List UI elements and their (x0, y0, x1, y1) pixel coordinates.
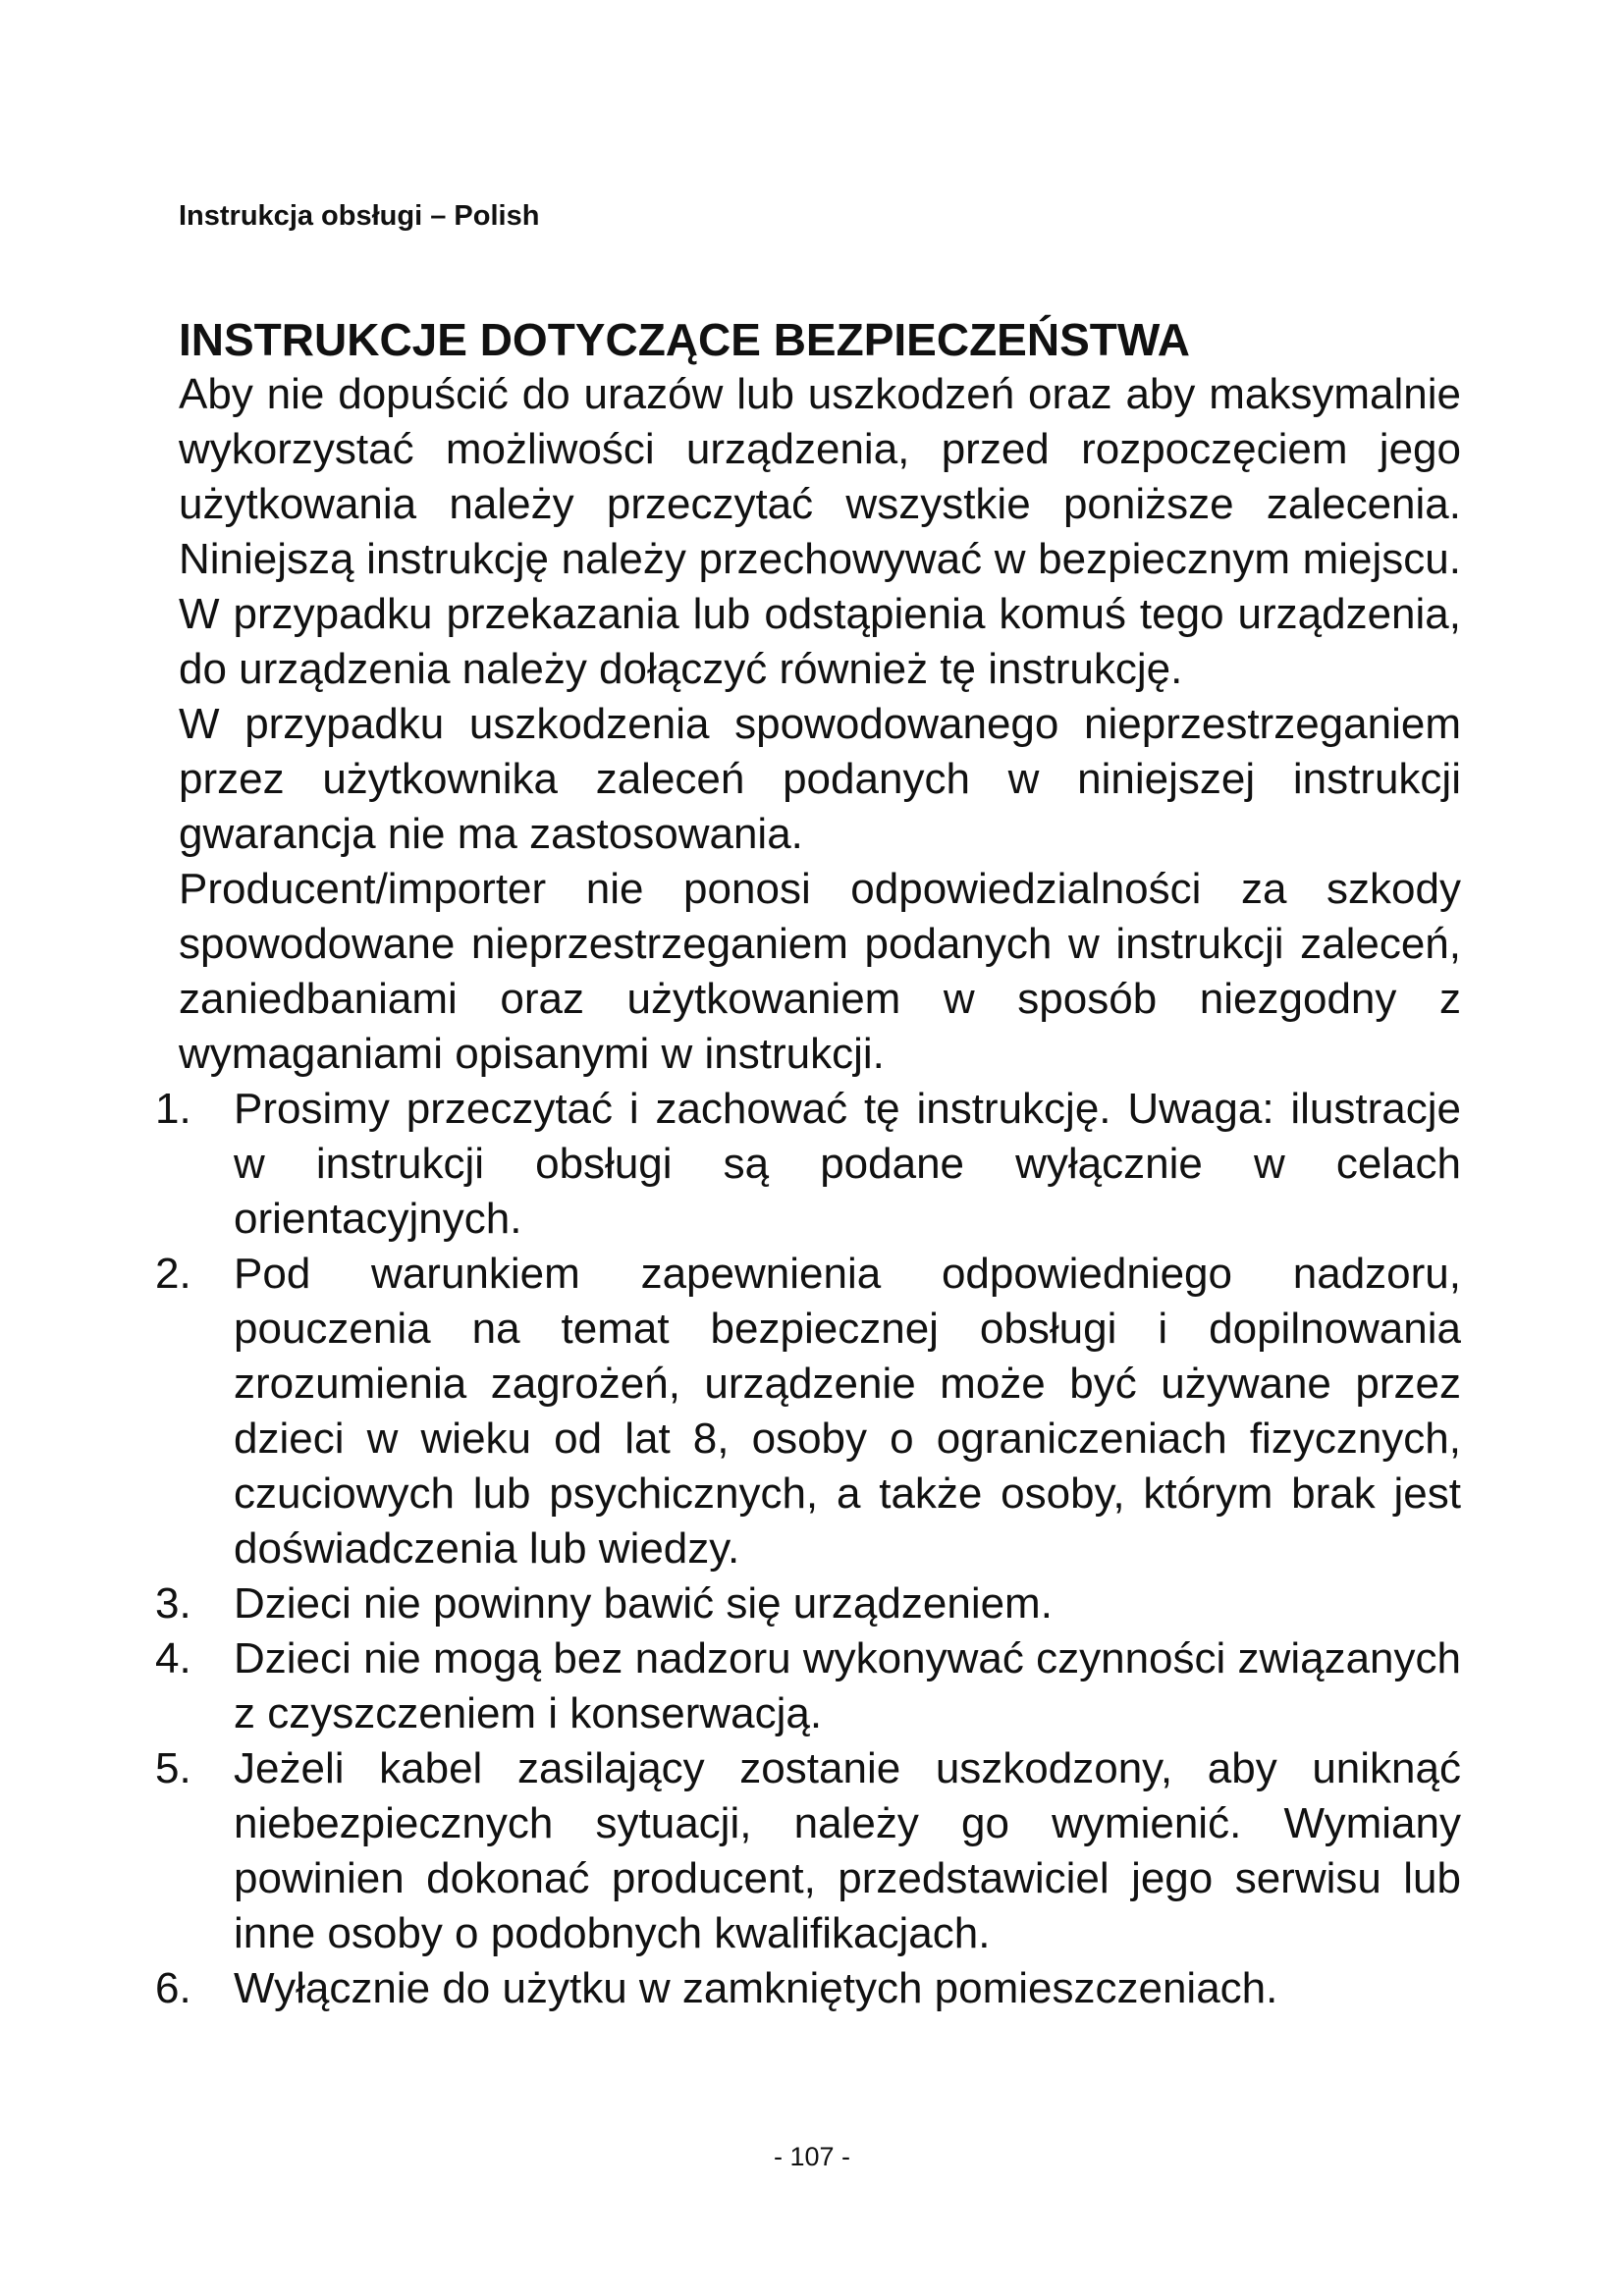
safety-section (155, 312, 1461, 2016)
running-header: Instrukcja obsługi – Polish (179, 200, 540, 232)
list-item-number: 4. (155, 1634, 191, 1682)
list-item-number: 2. (155, 1250, 191, 1298)
list-item-number: 1. (155, 1085, 191, 1133)
safety-list (155, 1082, 1461, 2016)
intro-paragraph: Aby nie dopuścić do urazów lub uszkodzeń oraz aby maksymalnie wykorzystać możliwości urządzenia, przed rozpoczęciem jego użytkowania należy przeczytać wszystkie poniższe zalecenia. Niniejszą instrukcję należy przechowywać w bezpiecznym miejscu. W przypadku przekazania lub odstąpienia komuś tego urządzenia, do urządzenia należy dołączyć również tę instrukcję. (179, 370, 1461, 693)
list-item-text: Jeżeli kabel zasilający zostanie uszkodzony, aby uniknąć niebezpiecznych sytuacji, należy go wymienić. Wymiany powinien dokonać producent, przedstawiciel jego serwisu lub inne osoby o podobnych kwalifikacjach. (234, 1744, 1461, 1957)
list-item (155, 1741, 1461, 1961)
page-number: - 107 - (773, 2142, 851, 2171)
list-item (155, 1961, 1461, 2016)
list-item-number: 5. (155, 1744, 191, 1792)
list-item-text: Wyłącznie do użytku w zamkniętych pomieszczeniach. (234, 1964, 1278, 2012)
list-item (155, 1631, 1461, 1741)
list-item-number: 3. (155, 1579, 191, 1628)
liability-paragraph: Producent/importer nie ponosi odpowiedzialności za szkody spowodowane nieprzestrzeganiem podanych w instrukcji zaleceń, zaniedbaniami oraz użytkowaniem w sposób niezgodny z wymaganiami opisanymi w instrukcji. (179, 865, 1461, 1078)
list-item-text: Pod warunkiem zapewnienia odpowiedniego nadzoru, pouczenia na temat bezpiecznej obsługi i dopilnowania zrozumienia zagrożeń, urządzenie może być używane przez dzieci w wieku od lat 8, osoby o ograniczeniach fizycznych, czuciowych lub psychicznych, a także osoby, którym brak jest doświadczenia lub wiedzy. (234, 1250, 1461, 1573)
list-item-text: Dzieci nie powinny bawić się urządzeniem. (234, 1579, 1053, 1628)
section-title: INSTRUKCJE DOTYCZĄCE BEZPIECZEŃSTWA (179, 314, 1190, 365)
list-item-text: Prosimy przeczytać i zachować tę instrukcję. Uwaga: ilustracje w instrukcji obsługi są podane wyłącznie w celach orientacyjnych. (234, 1085, 1461, 1243)
list-item (155, 1247, 1461, 1576)
list-item-text: Dzieci nie mogą bez nadzoru wykonywać czynności związanych z czyszczeniem i konserwacją. (234, 1634, 1461, 1737)
list-item (155, 1576, 1461, 1631)
list-item-number: 6. (155, 1964, 191, 2012)
warranty-paragraph: W przypadku uszkodzenia spowodowanego nieprzestrzeganiem przez użytkownika zaleceń podanych w niniejszej instrukcji gwarancja nie ma zastosowania. (179, 700, 1461, 858)
list-item (155, 1082, 1461, 1247)
